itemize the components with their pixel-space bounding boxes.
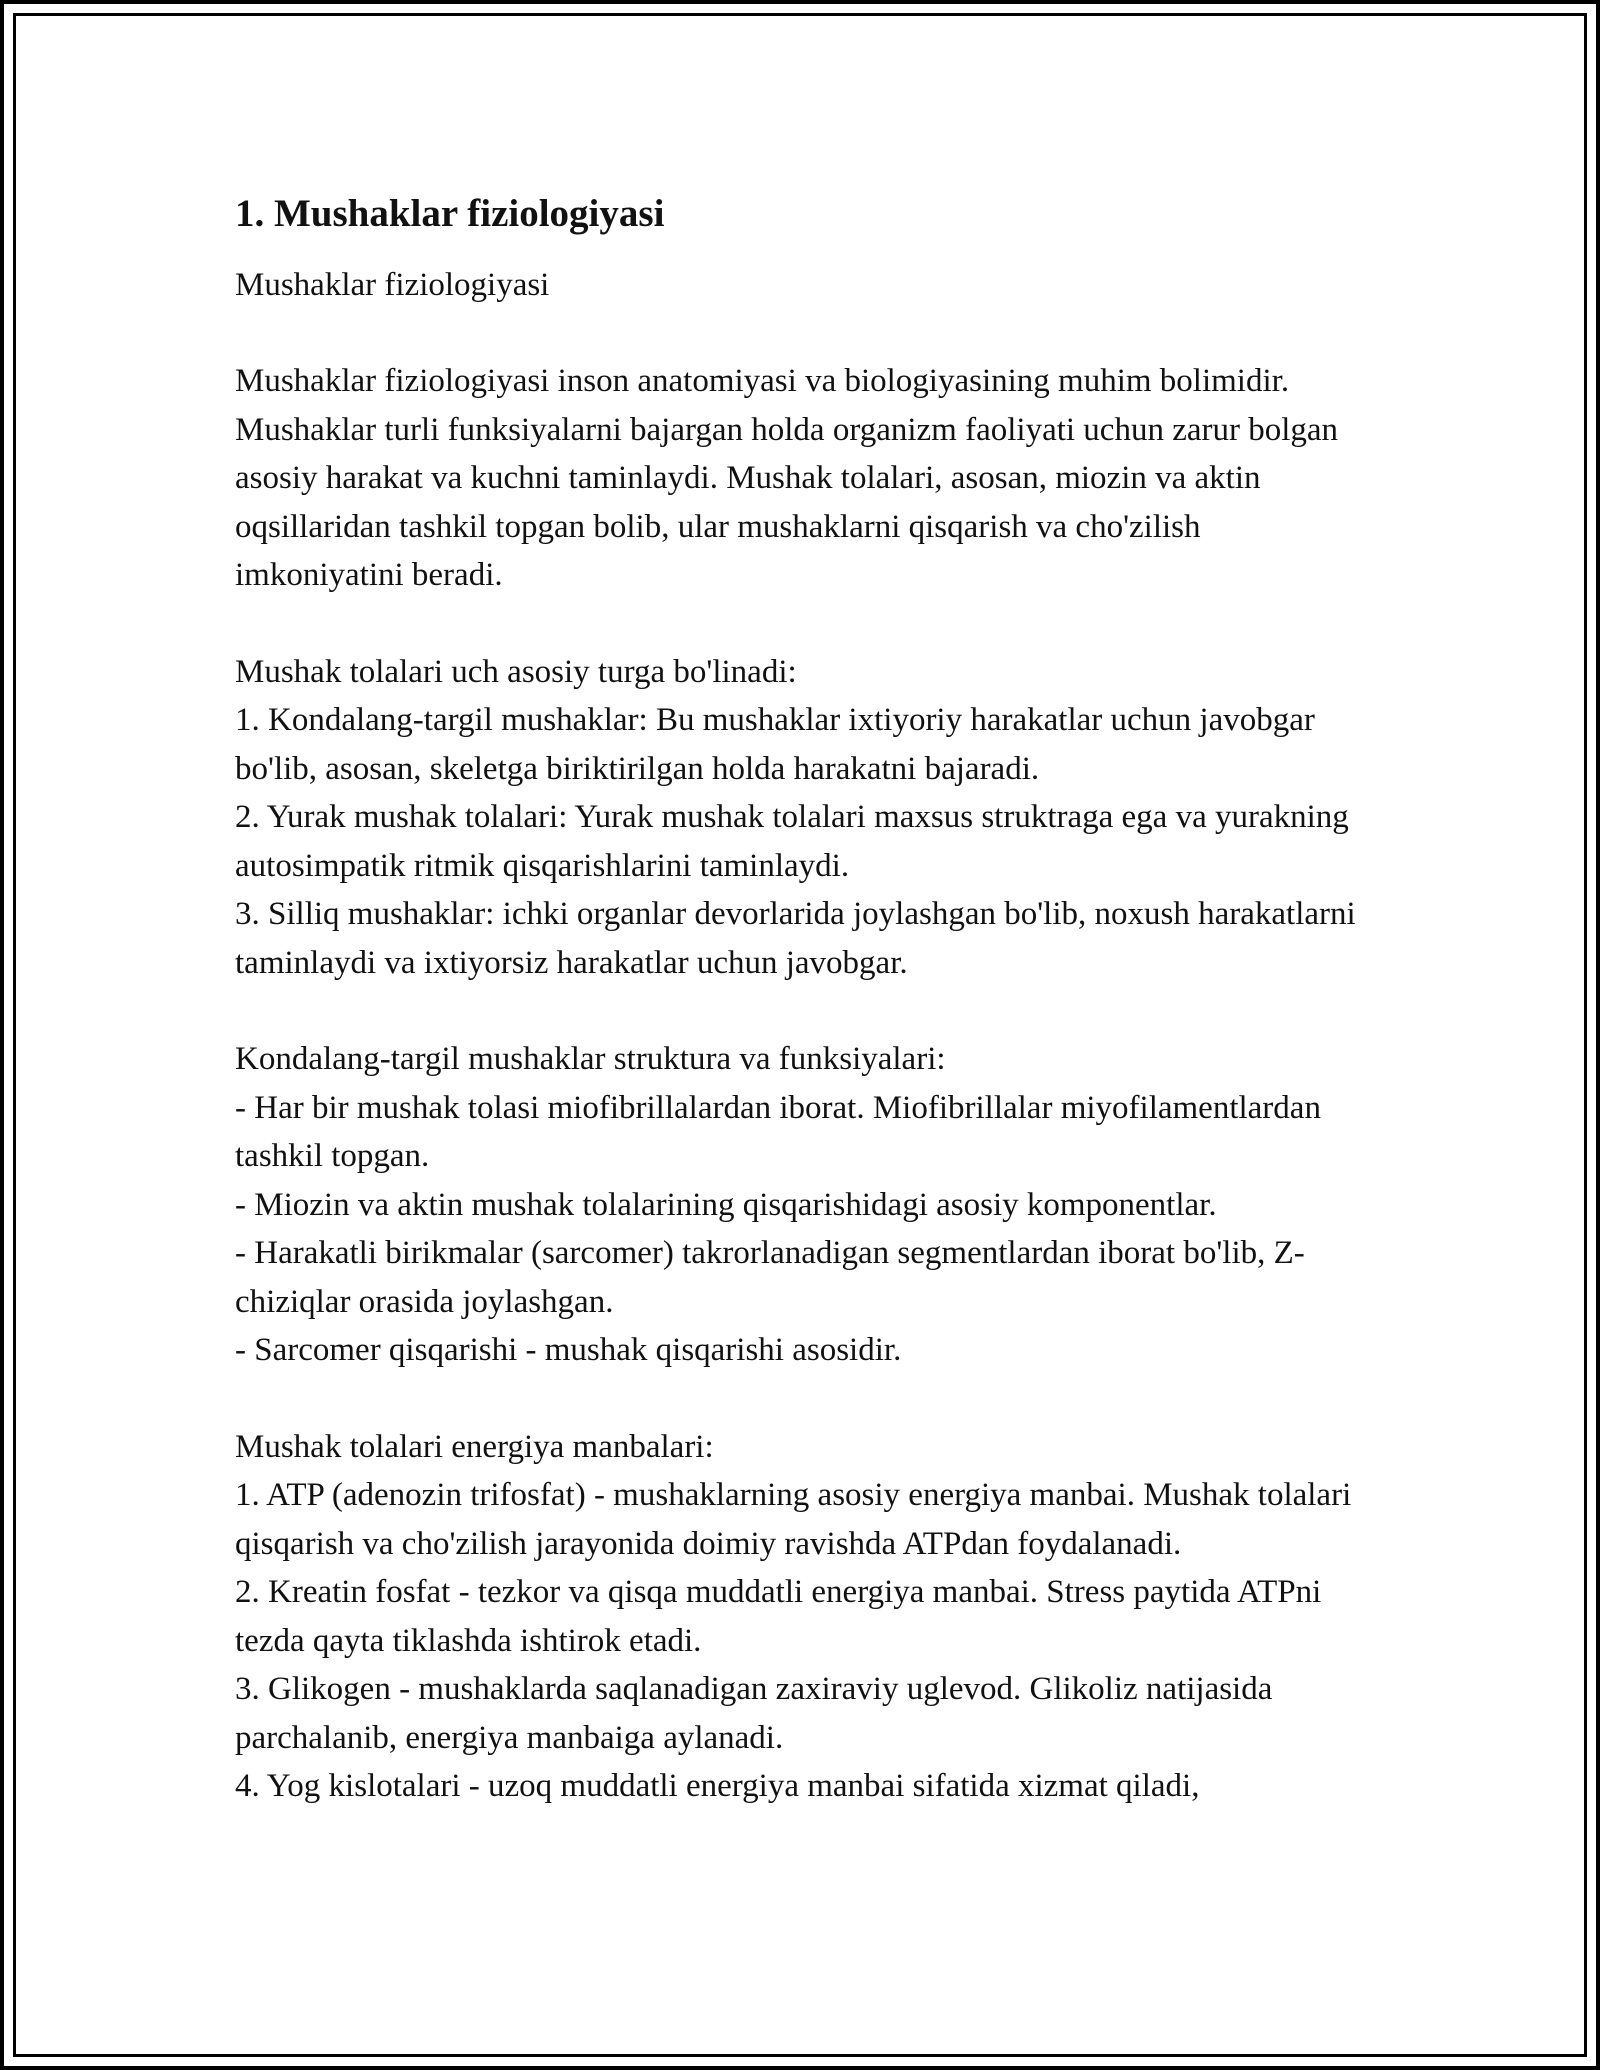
- structure-section: [235, 1035, 1375, 1375]
- energy-section: [235, 1423, 1375, 1811]
- list-item: 4. Yog kislotalari - uzoq muddatli energiya manbai sifatida xizmat qiladi,: [235, 1768, 1200, 1804]
- document-title: 1. Mushaklar fiziologiyasi: [235, 192, 665, 235]
- list-item: - Har bir mushak tolasi miofibrillalardan iborat. Miofibrillalar miyofilamentlardan tashkil topgan.: [235, 1089, 1321, 1174]
- list-item: - Harakatli birikmalar (sarcomer) takrorlanadigan segmentlardan iborat bo'lib, Z-chiziqlar orasida joylashgan.: [235, 1235, 1305, 1320]
- list-item: 2. Yurak mushak tolalari: Yurak mushak tolalari maxsus struktraga ega va yurakning autosimpatik ritmik qisqarishlarini taminlaydi.: [235, 799, 1349, 884]
- list-item: 1. ATP (adenozin trifosfat) - mushaklarning asosiy energiya manbai. Mushak tolalari qisqarish va cho'zilish jarayonida doimiy ravishda ATPdan foydalanadi.: [235, 1477, 1352, 1562]
- list-item: - Miozin va aktin mushak tolalarining qisqarishidagi asosiy komponentlar.: [235, 1186, 1217, 1223]
- section-heading: Mushak tolalari energiya manbalari:: [235, 1428, 714, 1465]
- section-heading: Mushak tolalari uch asosiy turga bo'linadi:: [235, 653, 797, 690]
- list-item: - Sarcomer qisqarishi - mushak qisqarishi asosidir.: [235, 1332, 902, 1368]
- list-item: 3. Glikogen - mushaklarda saqlanadigan zaxiraviy uglevod. Glikoliz natijasida parchalanib, energiya manbaiga aylanadi.: [235, 1671, 1273, 1756]
- muscle-types-section: [235, 648, 1375, 988]
- document-body: [235, 186, 1375, 1811]
- section-heading: Kondalang-targil mushaklar struktura va funksiyalari:: [235, 1041, 946, 1077]
- list-item: 2. Kreatin fosfat - tezkor va qisqa muddatli energiya manbai. Stress paytida ATPni tezda qayta tiklashda ishtirok etadi.: [235, 1574, 1322, 1659]
- list-item: 3. Silliq mushaklar: ichki organlar devorlarida joylashgan bo'lib, noxush harakatlarni taminlaydi va ixtiyorsiz harakatlar uchun javobgar.: [235, 896, 1356, 981]
- list-item: 1. Kondalang-targil mushaklar: Bu mushaklar ixtiyoriy harakatlar uchun javobgar bo'lib, asosan, skeletga biriktirilgan holda harakatni bajaradi.: [235, 702, 1315, 787]
- intro-paragraph: Mushaklar fiziologiyasi inson anatomiyasi va biologiyasining muhim bolimidir. Mushaklar turli funksiyalarni bajargan holda organizm faoliyati uchun zarur bolgan asosiy harakat va kuchni taminlaydi. Mushak tolalari, asosan, miozin va aktin oqsillaridan tashkil topgan bolib, ular mushaklarni qisqarish va cho'zilish imkoniyatini beradi.: [235, 363, 1339, 593]
- document-subtitle: Mushaklar fiziologiyasi: [235, 267, 550, 303]
